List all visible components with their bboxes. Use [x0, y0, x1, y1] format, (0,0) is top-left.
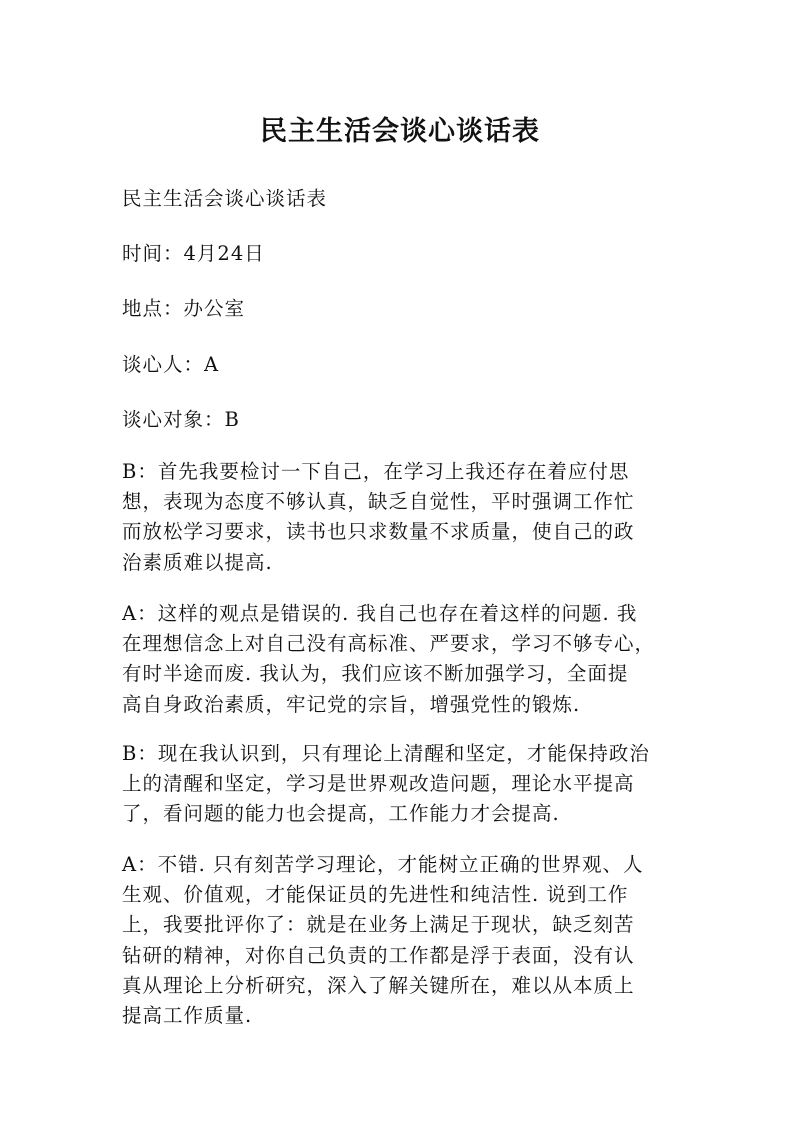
text-line: 高自身政治素质，牢记党的宗旨，增强党性的锻炼. [122, 692, 581, 716]
text-line: 上，我要批评你了：就是在业务上满足于现状，缺乏刻苦 [122, 913, 635, 937]
text-line: 在理想信念上对自己没有高标准、严要求，学习不够专心， [122, 632, 656, 656]
dialogue-paragraph-b-1 [122, 457, 682, 578]
dialogue-paragraph-a-1 [122, 599, 682, 720]
dialogue-paragraph-a-2 [122, 850, 682, 1031]
text-line: 上的清醒和坚定，学习是世界观改造问题，理论水平提高 [122, 772, 635, 796]
dialogue-paragraph-b-2 [122, 739, 682, 830]
text-line: 有时半途而废. 我认为，我们应该不断加强学习，全面提 [122, 662, 629, 686]
text-line: A：不错. 只有刻苦学习理论，才能树立正确的世界观、人 [122, 853, 644, 876]
text-line: 治素质难以提高. [122, 550, 273, 574]
text-line: 钻研的精神，对你自己负责的工作都是浮于表面，没有认 [122, 943, 635, 967]
text-line: 提高工作质量. [122, 1003, 253, 1027]
text-line: 生观、价值观，才能保证员的先进性和纯洁性. 说到工作 [122, 883, 629, 907]
speaker-name: 谈心人：A [122, 353, 220, 376]
text-line: 了，看问题的能力也会提高，工作能力才会提高. [122, 802, 560, 826]
document-subtitle: 民主生活会谈心谈话表 [122, 187, 328, 210]
text-line: B：现在我认识到，只有理论上清醒和坚定，才能保持政治 [122, 742, 650, 765]
meeting-time: 时间：4月24日 [122, 242, 265, 265]
document-title: 民主生活会谈心谈话表 [260, 116, 540, 147]
text-line: B：首先我要检讨一下自己，在学习上我还存在着应付思 [122, 460, 630, 483]
meeting-place: 地点：办公室 [122, 297, 246, 320]
text-line: 真从理论上分析研究，深入了解关键所在，难以从本质上 [122, 973, 635, 997]
text-line: 想，表现为态度不够认真，缺乏自觉性，平时强调工作忙 [122, 490, 635, 514]
text-line: A：这样的观点是错误的. 我自己也存在着这样的问题. 我 [122, 602, 638, 625]
text-line: 而放松学习要求，读书也只求数量不求质量，使自己的政 [122, 520, 635, 544]
conversation-target: 谈心对象：B [122, 408, 240, 431]
